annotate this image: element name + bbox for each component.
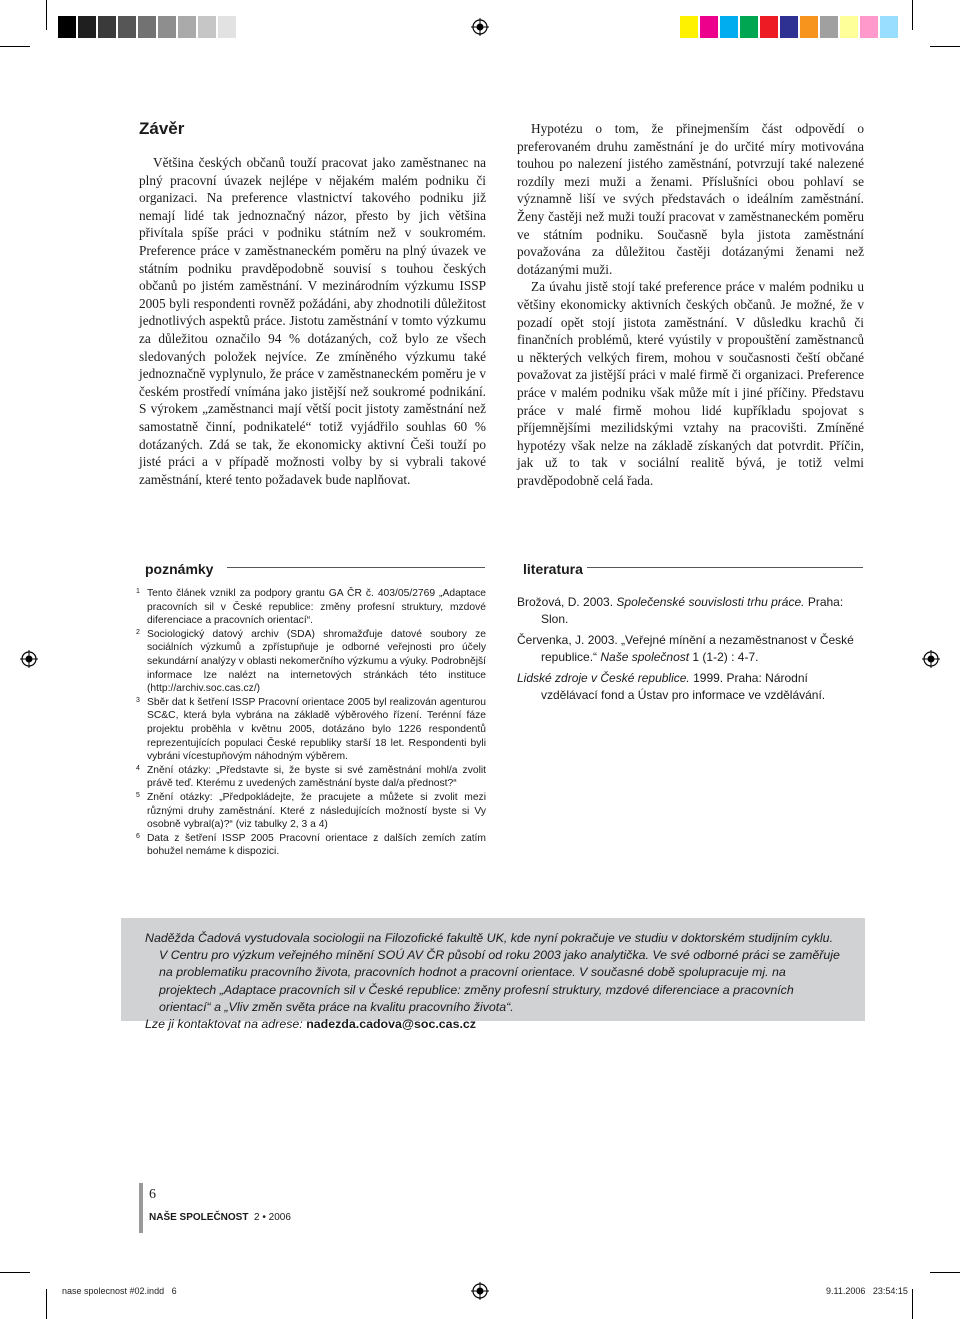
color-swatch xyxy=(218,16,238,38)
note-item: 6 Data z šetření ISSP 2005 Pracovní orientace z dalších zemích zatím bohužel nemáme k dispozici. xyxy=(136,832,486,858)
crop-mark xyxy=(0,46,30,47)
grayscale-bar xyxy=(58,16,238,38)
magazine-info: NAŠE SPOLEČNOST 2 • 2006 xyxy=(149,1212,291,1223)
crop-mark xyxy=(46,0,47,30)
literature-list xyxy=(517,594,864,708)
color-swatch xyxy=(58,16,78,38)
left-column xyxy=(139,154,486,488)
crop-mark xyxy=(912,0,913,30)
color-swatch xyxy=(720,16,740,38)
note-item: 5 Znění otázky: „Předpokládejte, že pracujete a můžete si zvolit mezi různými druhy zaměstnání. Které z následujících možností byste si Vy osobně vybral(a)?“ (viz tabulky 2, 3 a 4) xyxy=(136,791,486,831)
section-title: Závěr xyxy=(139,119,185,138)
color-bar xyxy=(680,16,900,38)
literature-heading: literatura xyxy=(523,561,583,577)
paragraph: Hypotézu o tom, že přinejmenším část odpovědí o preferovaném druhu zaměstnání je do určité míry motivována touhou po nalezení jistého zaměstnání, potvrzují také nalezené rozdíly mezi muži a ženami. Příslušníci obou pohlaví se významně liší ve svých představách o ideálním zaměstnání. Ženy častěji než muži touží pracovat v zaměstnaneckém poměru ve státním podniku. Současně byla jistota zaměstnání považována za důležitou častěji dotázanými ženami než dotázanými muži. xyxy=(517,121,864,277)
note-item: 4 Znění otázky: „Představte si, že byste si své zaměstnání mohl/a zvolit právě teď. Kterému z uvedených zaměstnání byste dal/a přednost?“ xyxy=(136,764,486,790)
color-swatch xyxy=(740,16,760,38)
registration-mark-icon xyxy=(20,650,38,668)
slug-date: 9.11.2006 23:54:15 xyxy=(826,1286,908,1296)
color-swatch xyxy=(138,16,158,38)
reference-item: Lidské zdroje v České republice. 1999. Praha: Národní vzdělávací fond a Ústav pro informace ve vzdělávání. xyxy=(517,671,826,702)
crop-mark xyxy=(0,1272,30,1273)
color-swatch xyxy=(820,16,840,38)
author-bio-box xyxy=(121,918,865,1032)
color-swatch xyxy=(158,16,178,38)
right-column xyxy=(517,120,864,489)
notes-list xyxy=(136,587,486,859)
registration-mark-icon xyxy=(471,18,489,36)
footer-bar xyxy=(139,1183,143,1233)
reference-item: Brožová, D. 2003. Společenské souvislosti trhu práce. Praha: Slon. xyxy=(517,595,844,626)
reference-item: Červenka, J. 2003. „Veřejné mínění a nezaměstnanost v České republice.“ Naše společnost 1 (1-2) : 4-7. xyxy=(517,633,854,664)
note-item: 2 Sociologický datový archiv (SDA) shromažďuje datové soubory ze sociálních výzkumů a zpřístupňuje je odborné veřejnosti pro účely sekundární analýzy v oblasti nekomerčního výzkumu a výuky. Podrobnější informace lze nalézt na internetových stránkách této instituce (http://archiv.soc.cas.cz/) xyxy=(136,628,486,695)
author-bio-text: Naděžda Čadová vystudovala sociologii na Filozofické fakultě UK, kde nyní pokračuje ve studiu v doktorském studijním cyklu. V Centru pro výzkum veřejného mínění SOÚ AV ČR působí od roku 2003 jako analytička. Ve své odborné práci se zaměřuje na problematiku pracovního života, pracovních hodnot a pracovní orientace. V současné době spolupracuje mj. na projektech „Adaptace pracovních sil v České republice: změny profesní struktury, mzdové diferenciace a pracovních orientací“ a „Vliv změn světa práce na kvalitu pracovního života“. xyxy=(145,931,840,1014)
crop-mark xyxy=(930,1272,960,1273)
color-swatch xyxy=(178,16,198,38)
note-item: 1 Tento článek vznikl za podpory grantu GA ČR č. 403/05/2769 „Adaptace pracovních sil v České republice: změny profesní struktury, mzdové diferenciace a pracovních orientací“. xyxy=(136,588,486,627)
crop-mark xyxy=(46,1289,47,1319)
notes-heading: poznámky xyxy=(145,561,214,577)
color-swatch xyxy=(840,16,860,38)
crop-mark xyxy=(930,46,960,47)
registration-mark-icon xyxy=(922,650,940,668)
author-email[interactable]: nadezda.cadova@soc.cas.cz xyxy=(306,1017,476,1032)
color-swatch xyxy=(780,16,800,38)
page-number: 6 xyxy=(149,1187,156,1202)
color-swatch xyxy=(800,16,820,38)
paragraph: Většina českých občanů touží pracovat jako zaměstnanec na plný pracovní úvazek nejlépe v nějakém malém podniku či organizaci. Na preference vlastnictví takového podniku již nemají lidé tak jednoznačný názor, přesto by jich většina přivítala spíše práci v podniku státním než v soukromém. Preference práce v zaměstnaneckém poměru na plný úvazek ve státním podniku pravděpodobně souvisí s touhou českých občanů po jistém zaměstnání. V mezinárodním výzkumu ISSP 2005 byli respondenti rovněž požádáni, aby zhodnotili důležitost jednotlivých aspektů práce. Jistotu zaměstnání v tomto výzkumu za důležitou označilo 94 % dotázaných, což bylo ze všech sledovaných položek nejvíce. Ze zmíněného výzkumu také jednoznačně vyplynulo, že práce v zaměstnaneckém poměru je v českém prostředí vnímána jako jistější než soukromé podnikání. S výrokem „zaměstnanci mají větší pocit jistoty zaměstnání než samostatně činní, podnikatelé“ totiž vyjádřilo souhlas 60 % dotázaných. Zdá se tak, že ekonomicky aktivní Češi touží po jisté práci a v případě možnosti volby by si vybrali takové zaměstnání, které tento požadavek bude naplňovat. xyxy=(139,155,486,487)
slug-file: nase spolecnost #02.indd 6 xyxy=(62,1286,177,1296)
color-swatch xyxy=(860,16,880,38)
paragraph: Za úvahu jistě stojí také preference práce v malém podniku u většiny ekonomicky aktivních českých občanů. Je možné, že v pozadí opět stojí jistota zaměstnání. V důsledku krachů či finančních problémů, které vyústily v propouštění zaměstnanců u některých velkých firem, mohou v současnosti čeští občané považovat za jistější práci v malé firmě či organizaci. Preference práce v malém podniku však může mít i jiné příčiny. Představu práce v malé firmě mohou lidé kupříkladu spojovat s příjemnějšími mezilidskými vztahy na pracovišti. Zmíněné hypotézy však nelze na základě získaných dat potvrdit. Příčin, jak už to tak v sociální realitě bývá, je totiž velmi pravděpodobně celá řada. xyxy=(517,279,864,488)
color-swatch xyxy=(880,16,900,38)
color-swatch xyxy=(700,16,720,38)
color-swatch xyxy=(680,16,700,38)
color-swatch xyxy=(760,16,780,38)
registration-mark-icon xyxy=(471,1282,489,1300)
color-swatch xyxy=(118,16,138,38)
crop-mark xyxy=(912,1289,913,1319)
note-item: 3 Sběr dat k šetření ISSP Pracovní orientace 2005 byl realizován agenturou SC&C, která byla vybrána na základě výběrového řízení. Terénní fáze projektu proběhla v květnu 2005, dotázáno bylo 1226 respondentů reprezentujících populaci České republiky starší 18 let. Respondenti byli vybráni vícestupňovým náhodným výběrem. xyxy=(136,696,486,763)
color-swatch xyxy=(78,16,98,38)
color-swatch xyxy=(98,16,118,38)
color-swatch xyxy=(198,16,218,38)
literature-rule xyxy=(587,567,863,568)
notes-rule xyxy=(227,567,485,568)
author-contact: Lze ji kontaktovat na adrese: nadezda.cadova@soc.cas.cz xyxy=(145,1017,476,1032)
